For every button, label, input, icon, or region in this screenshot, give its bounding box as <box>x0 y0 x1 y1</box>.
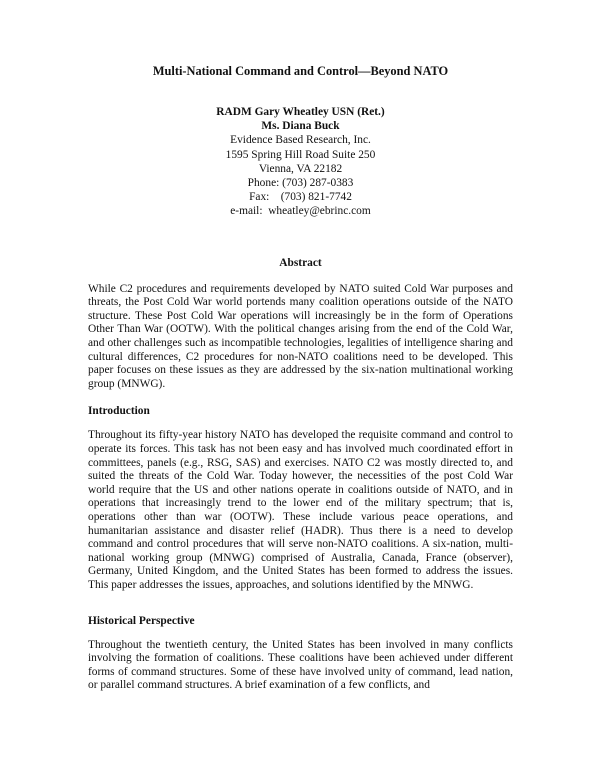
abstract-body: While C2 procedures and requirements developed by NATO suited Cold War purposes and threats, the Post Cold War world portends many coalition operations outside of the NATO structure. These Post Cold War operations will increasingly be in the form of Operations Other Than War (OOTW). With the political changes arising from the end of the Cold War, and other challenges such as incompatible technologies, legalities of intelligence sharing and cultural differences, C2 procedures for non-NATO coalitions need to be developed. This paper focuses on these issues as they are addressed by the six-nation multinational working group (MNWG). <box>88 282 513 390</box>
paper-title: Multi-National Command and Control—Beyond NATO <box>152 64 449 78</box>
section-introduction <box>88 404 513 592</box>
section-body: Throughout the twentieth century, the United States has been involved in many conflicts involving the formation of coalitions. These coalitions have been achieved under different forms of command structures. Some of these have involved unity of command, lead nation, or parallel command structures. A brief examination of a few conflicts, and <box>88 638 513 692</box>
section-heading: Introduction <box>88 405 150 418</box>
affiliation-fax: Fax: (703) 821-7742 <box>249 191 352 204</box>
author-name: Ms. Diana Buck <box>261 120 340 133</box>
affiliation-email: e-mail: wheatley@ebrinc.com <box>230 205 371 218</box>
affiliation-street: 1595 Spring Hill Road Suite 250 <box>225 148 376 161</box>
section-body: Throughout its fifty-year history NATO has developed the requisite command and control to operate its forces. This task has not been easy and has involved much coordinated effort in committees, panels (e.g., RSG, SAS) and exercises. NATO C2 was mostly directed to, and suited the threats of the Cold War. Today however, the necessities of the post Cold War world require that the US and other nations operate in coalitions outside of NATO, and in operations that increasingly trend to the lower end of the military spectrum; that is, operations other than war (OOTW). These include various peace operations, and humanitarian assistance and disaster relief (HADR). Thus there is a need to develop command and control procedures that will serve non-NATO coalitions. A six-nation, multi-national working group (MNWG) comprised of Australia, Canada, France (observer), Germany, United Kingdom, and the United States has been formed to address the issues. This paper addresses the issues, approaches, and solutions identified by the MNWG. <box>88 429 513 591</box>
affiliation-org: Evidence Based Research, Inc. <box>230 134 371 147</box>
affiliation-city: Vienna, VA 22182 <box>258 162 343 175</box>
abstract-heading: Abstract <box>279 256 322 269</box>
paper-page <box>88 64 513 693</box>
author-block <box>88 105 513 219</box>
section-heading: Historical Perspective <box>88 614 195 627</box>
author-name: RADM Gary Wheatley USN (Ret.) <box>216 106 385 118</box>
affiliation-phone: Phone: (703) 287-0383 <box>247 177 354 190</box>
section-historical-perspective <box>88 614 513 693</box>
